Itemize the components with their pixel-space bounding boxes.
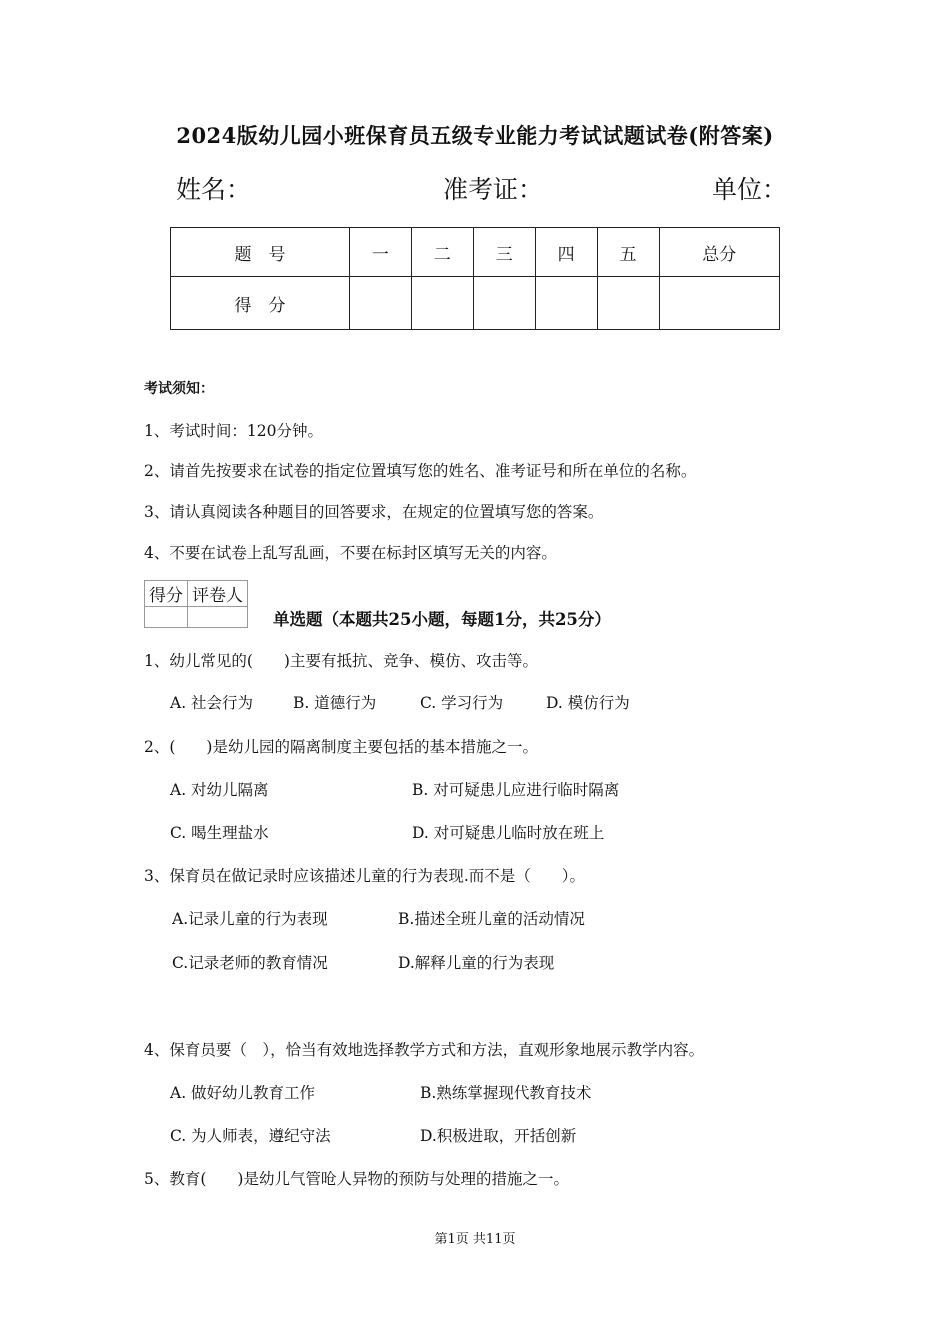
option[interactable]: B.熟练掌握现代教育技术 xyxy=(420,1084,592,1102)
grader-score-label: 得分 xyxy=(145,581,188,607)
option[interactable]: C. 为人师表，遵纪守法 xyxy=(170,1127,331,1145)
header-cell: 五 xyxy=(597,228,659,277)
page-footer: 第1页 共11页 xyxy=(434,1232,516,1247)
option[interactable]: C. 学习行为 xyxy=(420,694,504,712)
grader-name-cell[interactable] xyxy=(188,607,248,628)
option[interactable]: C. 喝生理盐水 xyxy=(170,824,269,842)
score-cell[interactable] xyxy=(535,277,597,330)
header-cell: 题 号 xyxy=(171,228,350,277)
header-cell: 二 xyxy=(411,228,473,277)
option[interactable]: D. 模仿行为 xyxy=(546,694,630,712)
option[interactable]: A.记录儿童的行为表现 xyxy=(172,910,328,928)
question-stem: 4、保育员要（ ），恰当有效地选择教学方式和方法，直观形象地展示教学内容。 xyxy=(144,1041,705,1059)
option[interactable]: A. 社会行为 xyxy=(170,694,254,712)
notice-item: 2、请首先按要求在试卷的指定位置填写您的姓名、准考证号和所在单位的名称。 xyxy=(144,462,697,480)
grader-name-label: 评卷人 xyxy=(188,581,248,607)
header-cell: 三 xyxy=(473,228,535,277)
score-cell[interactable] xyxy=(597,277,659,330)
score-row-label: 得 分 xyxy=(171,277,350,330)
question-stem: 3、保育员在做记录时应该描述儿童的行为表现.而不是（ ）。 xyxy=(144,867,586,885)
notice-item: 4、不要在试卷上乱写乱画，不要在标封区填写无关的内容。 xyxy=(144,544,557,562)
header-cell: 一 xyxy=(349,228,411,277)
option[interactable]: B. 道德行为 xyxy=(293,694,377,712)
option[interactable]: B.描述全班儿童的活动情况 xyxy=(398,910,585,928)
score-cell[interactable] xyxy=(473,277,535,330)
grader-score-cell[interactable] xyxy=(145,607,188,628)
notice-item: 3、请认真阅读各种题目的回答要求，在规定的位置填写您的答案。 xyxy=(144,503,604,521)
option[interactable]: A. 对幼儿隔离 xyxy=(170,781,269,799)
score-table-score-row xyxy=(171,277,780,330)
score-cell[interactable] xyxy=(349,277,411,330)
score-cell[interactable] xyxy=(411,277,473,330)
option[interactable]: D. 对可疑患儿临时放在班上 xyxy=(412,824,605,842)
question-stem: 5、教育( )是幼儿气管呛人异物的预防与处理的措施之一。 xyxy=(144,1170,569,1188)
unit-field-label: 单位： xyxy=(712,175,788,204)
score-table xyxy=(170,227,780,330)
section-heading: 单选题（本题共25小题，每题1分，共25分） xyxy=(273,610,611,629)
option[interactable]: B. 对可疑患儿应进行临时隔离 xyxy=(412,781,620,799)
notice-item: 1、考试时间：120分钟。 xyxy=(144,422,323,440)
question-stem: 1、幼儿常见的( )主要有抵抗、竞争、模仿、攻击等。 xyxy=(144,652,538,670)
option[interactable]: D.积极进取，开括创新 xyxy=(420,1127,577,1145)
name-field-label: 姓名： xyxy=(176,175,252,204)
grader-box xyxy=(144,580,248,628)
score-table-header-row xyxy=(171,228,780,277)
exam-title: 2024版幼儿园小班保育员五级专业能力考试试题试卷(附答案) xyxy=(176,123,774,148)
exam-id-field-label: 准考证： xyxy=(443,175,544,204)
option[interactable]: A. 做好幼儿教育工作 xyxy=(170,1084,316,1102)
option[interactable]: C.记录老师的教育情况 xyxy=(172,954,328,972)
option[interactable]: D.解释儿童的行为表现 xyxy=(398,954,555,972)
notice-heading: 考试须知： xyxy=(144,381,214,397)
header-cell: 总分 xyxy=(659,228,779,277)
header-cell: 四 xyxy=(535,228,597,277)
question-stem: 2、( )是幼儿园的隔离制度主要包括的基本措施之一。 xyxy=(144,738,538,756)
score-cell[interactable] xyxy=(659,277,779,330)
